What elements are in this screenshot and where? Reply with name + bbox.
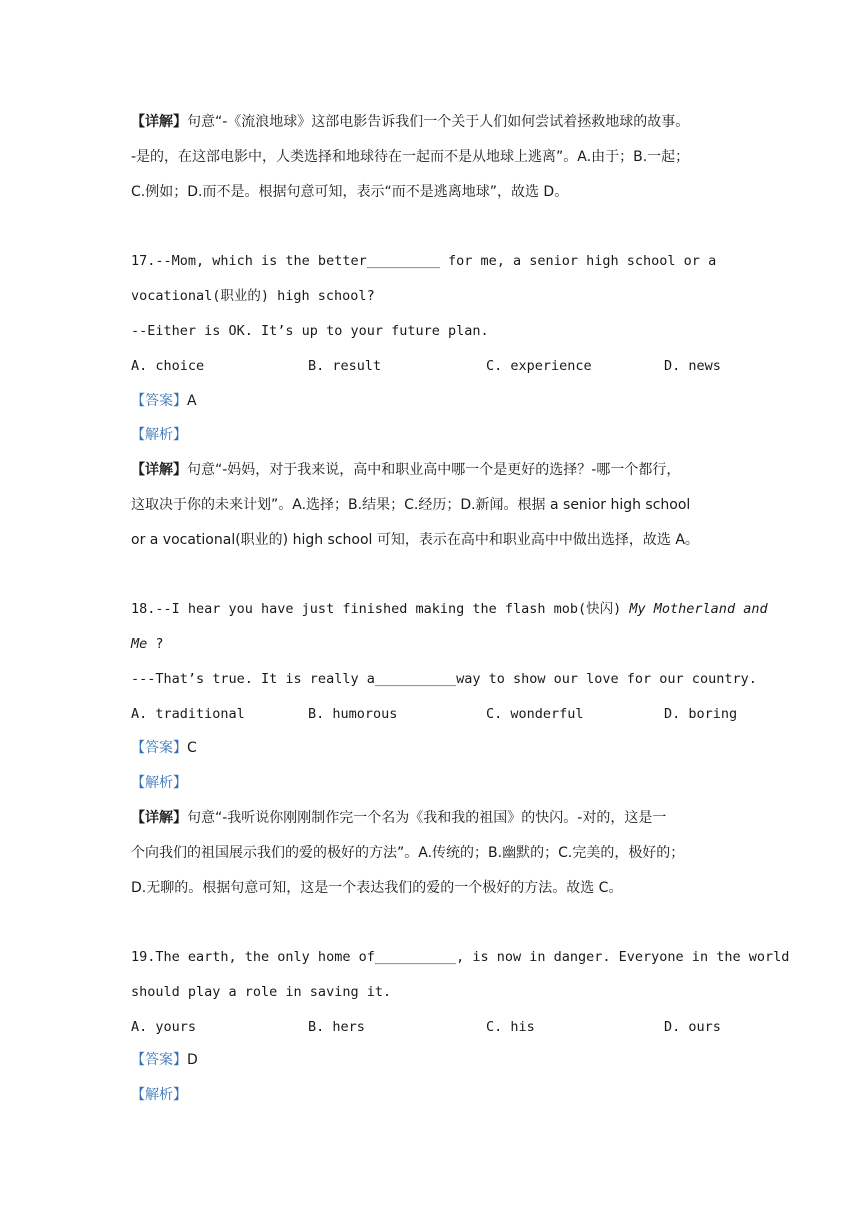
q18-option-c: C. wonderful [486,706,584,722]
q19-option-d: D. ours [664,1019,721,1035]
analysis-label: 【解析】 [131,427,187,443]
analysis-label: 【解析】 [131,775,187,791]
q17-detail-line-3: or a vocational(职业的) high school 可知，表示在高中和职业高中中做出选择，故选 A。 [131,532,699,548]
song-title: My Motherland and [629,601,768,617]
q17-detail-line-1: 【详解】句意“-妈妈，对于我来说，高中和职业高中哪一个是更好的选择？-哪一个都行， [131,462,681,478]
q18-option-d: D. boring [664,706,738,722]
q18-detail-line-2: 个向我们的祖国展示我们的爱的极好的方法”。A.传统的；B.幽默的；C.完美的，极好的； [131,845,685,861]
q19-stem-line-2: should play a role in saving it. [131,984,392,1000]
q17-option-d: D. news [664,358,721,374]
answer-label: 【答案】 [131,1052,187,1068]
q17-answer: 【答案】A [131,393,197,409]
q17-stem-line-1: 17.--Mom, which is the better_________ for me, a senior high school or a [131,253,717,269]
answer-label: 【答案】 [131,740,187,756]
q18-option-b: B. humorous [308,706,398,722]
q18-detail-line-1: 【详解】句意“-我听说你刚刚制作完一个名为《我和我的祖国》的快闪。-对的，这是一 [131,810,667,826]
q17-stem-line-2: vocational(职业的) high school? [131,288,375,304]
q19-analysis [131,1085,737,1105]
analysis-label: 【解析】 [131,1087,187,1103]
detail-label: 【详解】 [131,114,187,130]
q19-option-a: A. yours [131,1019,197,1035]
q18-stem-line-2: Me ? [131,636,164,652]
q19-answer: 【答案】D [131,1052,198,1068]
q18-detail-line-3: D.无聊的。根据句意可知，这是一个表达我们的爱的一个极好的方法。故选 C。 [131,880,623,896]
q17-analysis [131,425,737,445]
q16-detail-line-3: C.例如；D.而不是。根据句意可知，表示“而不是逃离地球”，故选 D。 [131,184,569,200]
q17-detail-line-2: 这取决于你的未来计划”。A.选择；B.结果；C.经历；D.新闻。根据 a senior high school [131,497,691,513]
q19-option-c: C. his [486,1019,535,1035]
q16-detail-line-1: 【详解】句意“-《流浪地球》这部电影告诉我们一个关于人们如何尝试着拯救地球的故事。 [131,114,690,130]
q17-option-a: A. choice [131,358,205,374]
q18-stem-line-3: ---That’s true. It is really a__________way to show our love for our country. [131,671,757,687]
q19-stem-line-1: 19.The earth, the only home of__________, is now in danger. Everyone in the world [131,949,790,965]
answer-label: 【答案】 [131,393,187,409]
q18-analysis [131,773,737,793]
q19-option-b: B. hers [308,1019,365,1035]
q16-detail-line-2: -是的，在这部电影中，人类选择和地球待在一起而不是从地球上逃离”。A.由于；B.一起； [131,149,690,165]
detail-label: 【详解】 [131,810,187,826]
q18-stem-line-1: 18.--I hear you have just finished making the flash mob(快闪) My Motherland and [131,601,768,617]
q18-answer: 【答案】C [131,740,197,756]
q17-option-b: B. result [308,358,382,374]
q18-option-a: A. traditional [131,706,245,722]
detail-label: 【详解】 [131,462,187,478]
q17-option-c: C. experience [486,358,592,374]
q17-stem-line-3: --Either is OK. It’s up to your future plan. [131,323,489,339]
